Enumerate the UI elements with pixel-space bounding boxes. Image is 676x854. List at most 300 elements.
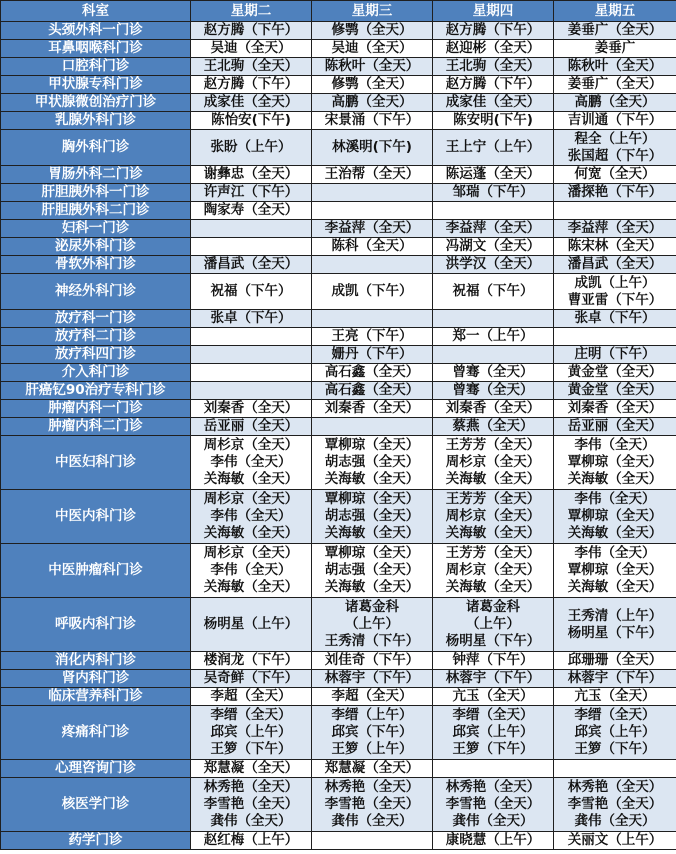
doctor-entry: 邱宾（上午） — [574, 724, 656, 740]
doctor-entry: 庄明（下午） — [574, 346, 656, 362]
doctor-entry: 李益萍（全天） — [324, 220, 420, 236]
doctor-entry: 关海敏（全天） — [203, 579, 299, 595]
doctor-entry: 岳亚丽（全天） — [567, 418, 663, 434]
schedule-cell-tuesday — [191, 652, 312, 670]
doctor-entry: 修鹗（全天） — [331, 22, 413, 38]
doctor-entry: 吴迪（全天） — [331, 40, 413, 56]
schedule-row — [1, 832, 676, 850]
doctor-entry: 潘昌武（全天） — [567, 256, 663, 272]
schedule-cell-wednesday — [312, 58, 433, 76]
department-name: 泌尿外科门诊 — [1, 238, 191, 256]
schedule-cell-friday — [554, 832, 676, 850]
doctor-entry: 李伟（全天） — [210, 454, 292, 470]
schedule-cell-friday — [554, 184, 676, 202]
schedule-cell-tuesday — [191, 328, 312, 346]
schedule-cell-thursday — [433, 688, 554, 706]
schedule-cell-thursday — [433, 652, 554, 670]
doctor-entry: 谢彝忠（全天） — [203, 166, 299, 182]
schedule-cell-tuesday — [191, 40, 312, 58]
department-name: 核医学门诊 — [1, 778, 191, 832]
schedule-cell-friday — [554, 778, 676, 832]
department-name: 疼痛科门诊 — [1, 706, 191, 760]
doctor-entry: 王箩（下午） — [210, 741, 292, 757]
schedule-cell-wednesday — [312, 688, 433, 706]
schedule-row — [1, 220, 676, 238]
doctor-entry: 关海敏（全天） — [445, 525, 541, 541]
doctor-entry: 关海敏（全天） — [324, 579, 420, 595]
department-name: 临床营养科门诊 — [1, 688, 191, 706]
doctor-entry: 高鹏（全天） — [331, 94, 413, 110]
schedule-cell-wednesday — [312, 184, 433, 202]
schedule-cell-friday — [554, 382, 676, 400]
department-name: 耳鼻咽喉科门诊 — [1, 40, 191, 58]
doctor-entry: 关海敏（全天） — [324, 471, 420, 487]
schedule-cell-thursday — [433, 436, 554, 490]
department-name: 肾内科门诊 — [1, 670, 191, 688]
doctor-entry: 王北驹（全天） — [445, 58, 541, 74]
doctor-entry: 许声江（下午） — [203, 184, 299, 200]
doctor-entry: 亢玉（全天） — [574, 688, 656, 704]
doctor-entry: 周杉京（全天） — [203, 491, 299, 507]
doctor-entry: 林蓉宇（下午） — [567, 670, 663, 686]
doctor-entry: 李伟（全天） — [574, 545, 656, 561]
schedule-cell-thursday — [433, 58, 554, 76]
doctor-entry: 成家佳（全天） — [445, 94, 541, 110]
department-name: 放疗科四门诊 — [1, 346, 191, 364]
schedule-cell-tuesday — [191, 832, 312, 850]
schedule-cell-tuesday — [191, 238, 312, 256]
schedule-row — [1, 490, 676, 544]
doctor-entry: 岳亚丽（全天） — [203, 418, 299, 434]
schedule-cell-tuesday — [191, 202, 312, 220]
schedule-cell-tuesday — [191, 382, 312, 400]
doctor-entry: 王芳芳（全天） — [445, 491, 541, 507]
schedule-cell-friday — [554, 238, 676, 256]
doctor-entry: 王芳芳（全天） — [445, 545, 541, 561]
schedule-row — [1, 40, 676, 58]
schedule-row — [1, 706, 676, 760]
schedule-cell-wednesday — [312, 22, 433, 40]
schedule-cell-friday — [554, 400, 676, 418]
schedule-cell-thursday — [433, 22, 554, 40]
schedule-cell-tuesday — [191, 346, 312, 364]
schedule-cell-wednesday — [312, 76, 433, 94]
doctor-entry: 李缙（全天） — [574, 707, 656, 723]
schedule-row — [1, 202, 676, 220]
schedule-row — [1, 166, 676, 184]
doctor-entry: 林秀艳（全天） — [324, 779, 420, 795]
schedule-cell-friday — [554, 418, 676, 436]
doctor-entry: 关海敏（全天） — [567, 525, 663, 541]
schedule-cell-tuesday — [191, 76, 312, 94]
doctor-entry: 潘昌武（全天） — [203, 256, 299, 272]
doctor-entry: 林蓉宇（下午） — [445, 670, 541, 686]
doctor-entry: 王上宁（上午） — [445, 139, 541, 155]
schedule-cell-tuesday — [191, 436, 312, 490]
header-wednesday: 星期三 — [312, 1, 433, 22]
schedule-cell-friday — [554, 544, 676, 598]
schedule-cell-wednesday — [312, 274, 433, 310]
doctor-entry: 姜垂广（全天） — [567, 22, 663, 38]
doctor-entry: 张卓（下午） — [574, 310, 656, 326]
department-name: 放疗科一门诊 — [1, 310, 191, 328]
schedule-cell-tuesday — [191, 220, 312, 238]
doctor-entry: 康晓慧（上午） — [445, 832, 541, 848]
schedule-cell-thursday — [433, 778, 554, 832]
schedule-cell-wednesday — [312, 40, 433, 58]
doctor-entry: 赵迎彬（全天） — [445, 40, 541, 56]
schedule-row — [1, 346, 676, 364]
doctor-entry: 诸葛金科 — [345, 599, 399, 615]
schedule-cell-wednesday — [312, 400, 433, 418]
doctor-entry: 冯湖文（全天） — [445, 238, 541, 254]
doctor-entry: （上午） — [466, 616, 520, 632]
schedule-cell-thursday — [433, 94, 554, 112]
schedule-cell-tuesday — [191, 58, 312, 76]
schedule-cell-tuesday — [191, 598, 312, 652]
doctor-entry: 周杉京（全天） — [203, 437, 299, 453]
department-name: 呼吸内科门诊 — [1, 598, 191, 652]
schedule-cell-tuesday — [191, 400, 312, 418]
doctor-entry: 成家佳（全天） — [203, 94, 299, 110]
doctor-entry: 陶家寿（全天） — [203, 202, 299, 218]
doctor-entry: 刘秦香（全天） — [567, 400, 663, 416]
doctor-entry: 陈科（全天） — [331, 238, 413, 254]
schedule-row — [1, 382, 676, 400]
department-name: 中医肿瘤科门诊 — [1, 544, 191, 598]
doctor-entry: 郑慧凝（全天） — [203, 760, 299, 776]
doctor-entry: 周杉京（全天） — [445, 508, 541, 524]
doctor-entry: 龚伟（全天） — [452, 813, 534, 829]
doctor-entry: 王亮（下午） — [331, 328, 413, 344]
schedule-cell-wednesday — [312, 382, 433, 400]
schedule-cell-friday — [554, 94, 676, 112]
schedule-cell-friday — [554, 688, 676, 706]
doctor-entry: 陈安明(下午) — [453, 112, 533, 128]
doctor-entry: 祝福（下午） — [210, 283, 292, 299]
doctor-entry: 李伟（全天） — [574, 491, 656, 507]
doctor-entry: 刘秦香（全天） — [445, 400, 541, 416]
schedule-cell-friday — [554, 112, 676, 130]
doctor-entry: 周杉京（全天） — [445, 562, 541, 578]
doctor-entry: 邱珊珊（全天） — [567, 652, 663, 668]
schedule-cell-thursday — [433, 40, 554, 58]
schedule-cell-tuesday — [191, 22, 312, 40]
doctor-entry: 王治帮（全天） — [324, 166, 420, 182]
doctor-entry: 李伟（全天） — [210, 562, 292, 578]
doctor-entry: 郑慧凝（全天） — [324, 760, 420, 776]
doctor-entry: 关海敏（全天） — [324, 525, 420, 541]
doctor-entry: 覃柳琼（全天） — [324, 491, 420, 507]
schedule-cell-friday — [554, 310, 676, 328]
doctor-entry: 潘探艳（下午） — [567, 184, 663, 200]
schedule-cell-thursday — [433, 166, 554, 184]
doctor-entry: 高鹏（全天） — [574, 94, 656, 110]
doctor-entry: 覃柳琼（全天） — [567, 508, 663, 524]
schedule-cell-thursday — [433, 364, 554, 382]
schedule-row — [1, 274, 676, 310]
schedule-cell-friday — [554, 346, 676, 364]
schedule-cell-wednesday — [312, 130, 433, 166]
doctor-entry: 姜垂广 — [594, 40, 636, 56]
schedule-cell-thursday — [433, 202, 554, 220]
schedule-cell-tuesday — [191, 706, 312, 760]
schedule-cell-thursday — [433, 346, 554, 364]
schedule-row — [1, 436, 676, 490]
schedule-cell-wednesday — [312, 94, 433, 112]
doctor-entry: 关海敏（全天） — [203, 525, 299, 541]
doctor-entry: 陈秋叶（全天） — [324, 58, 420, 74]
doctor-entry: 周杉京（全天） — [445, 454, 541, 470]
department-name: 胸外科门诊 — [1, 130, 191, 166]
schedule-cell-wednesday — [312, 310, 433, 328]
doctor-entry: 诸葛金科 — [466, 599, 520, 615]
doctor-entry: 李伟（全天） — [574, 437, 656, 453]
doctor-entry: 关海敏（全天） — [567, 579, 663, 595]
department-name: 甲状腺微创治疗门诊 — [1, 94, 191, 112]
doctor-entry: 曾骞（全天） — [452, 364, 534, 380]
schedule-row — [1, 238, 676, 256]
schedule-cell-tuesday — [191, 670, 312, 688]
department-name: 妇科一门诊 — [1, 220, 191, 238]
schedule-cell-thursday — [433, 112, 554, 130]
schedule-cell-wednesday — [312, 238, 433, 256]
schedule-cell-friday — [554, 490, 676, 544]
header-department: 科室 — [1, 1, 191, 22]
schedule-cell-tuesday — [191, 94, 312, 112]
schedule-cell-wednesday — [312, 166, 433, 184]
doctor-entry: 关海敏（全天） — [445, 471, 541, 487]
schedule-row — [1, 22, 676, 40]
doctor-entry: 陈秋叶（全天） — [567, 58, 663, 74]
doctor-entry: 王箩（上午） — [331, 741, 413, 757]
doctor-entry: 高石鑫（全天） — [324, 382, 420, 398]
doctor-entry: 张盼（上午） — [210, 139, 292, 155]
schedule-cell-thursday — [433, 256, 554, 274]
doctor-entry: 刘佳奇（下午） — [324, 652, 420, 668]
schedule-row — [1, 112, 676, 130]
schedule-cell-wednesday — [312, 778, 433, 832]
doctor-entry: 关海敏（全天） — [567, 471, 663, 487]
schedule-cell-thursday — [433, 310, 554, 328]
doctor-entry: 李伟（全天） — [210, 508, 292, 524]
schedule-cell-tuesday — [191, 310, 312, 328]
header-thursday: 星期四 — [433, 1, 554, 22]
schedule-cell-wednesday — [312, 436, 433, 490]
schedule-cell-tuesday — [191, 760, 312, 778]
schedule-cell-wednesday — [312, 346, 433, 364]
doctor-entry: 龚伟（全天） — [331, 813, 413, 829]
schedule-row — [1, 58, 676, 76]
doctor-entry: 李缙（全天） — [210, 707, 292, 723]
department-name: 放疗科二门诊 — [1, 328, 191, 346]
doctor-entry: 李缙（上午） — [331, 707, 413, 723]
schedule-cell-wednesday — [312, 112, 433, 130]
department-name: 胃肠外科二门诊 — [1, 166, 191, 184]
schedule-row — [1, 256, 676, 274]
doctor-entry: 赵方腾（下午） — [445, 22, 541, 38]
schedule-cell-friday — [554, 40, 676, 58]
doctor-entry: 覃柳琼（全天） — [567, 562, 663, 578]
schedule-cell-friday — [554, 364, 676, 382]
schedule-cell-thursday — [433, 400, 554, 418]
doctor-entry: 赵方腾（下午） — [203, 76, 299, 92]
doctor-entry: 李缙（全天） — [452, 707, 534, 723]
schedule-cell-friday — [554, 598, 676, 652]
schedule-row — [1, 598, 676, 652]
department-name: 甲状腺专科门诊 — [1, 76, 191, 94]
schedule-cell-friday — [554, 760, 676, 778]
doctor-entry: 何宽（全天） — [574, 166, 656, 182]
schedule-cell-thursday — [433, 706, 554, 760]
header-friday: 星期五 — [554, 1, 676, 22]
schedule-row — [1, 184, 676, 202]
doctor-entry: 杨明星（下午） — [445, 633, 541, 649]
doctor-entry: 林秀艳（全天） — [203, 779, 299, 795]
department-name: 心理咨询门诊 — [1, 760, 191, 778]
schedule-row — [1, 760, 676, 778]
schedule-cell-wednesday — [312, 202, 433, 220]
schedule-cell-friday — [554, 436, 676, 490]
schedule-body — [1, 22, 676, 850]
doctor-entry: 龚伟（全天） — [574, 813, 656, 829]
schedule-cell-friday — [554, 328, 676, 346]
department-name: 肝胆胰外科二门诊 — [1, 202, 191, 220]
schedule-cell-tuesday — [191, 364, 312, 382]
schedule-cell-wednesday — [312, 598, 433, 652]
doctor-entry: 胡志强（全天） — [324, 508, 420, 524]
schedule-cell-wednesday — [312, 328, 433, 346]
schedule-row — [1, 652, 676, 670]
schedule-row — [1, 670, 676, 688]
doctor-entry: 钟萍（下午） — [452, 652, 534, 668]
schedule-cell-thursday — [433, 598, 554, 652]
doctor-entry: 李益萍（全天） — [567, 220, 663, 236]
schedule-cell-tuesday — [191, 130, 312, 166]
department-name: 骨软外科门诊 — [1, 256, 191, 274]
schedule-cell-thursday — [433, 382, 554, 400]
schedule-cell-friday — [554, 274, 676, 310]
schedule-cell-tuesday — [191, 544, 312, 598]
doctor-entry: 邱宾（上午） — [452, 724, 534, 740]
doctor-entry: 张国超（下午） — [567, 147, 663, 164]
doctor-entry: 刘秦香（全天） — [203, 400, 299, 416]
department-name: 神经外科门诊 — [1, 274, 191, 310]
doctor-entry: 林秀艳（全天） — [445, 779, 541, 795]
schedule-cell-tuesday — [191, 274, 312, 310]
doctor-entry: 李超（全天） — [210, 688, 292, 704]
doctor-entry: 赵方腾（下午） — [445, 76, 541, 92]
doctor-entry: 赵红梅（上午） — [203, 832, 299, 848]
department-name: 肿瘤内科一门诊 — [1, 400, 191, 418]
doctor-entry: 宋景涌（下午） — [324, 112, 420, 128]
schedule-cell-tuesday — [191, 778, 312, 832]
doctor-entry: 林蓉宇（下午） — [324, 670, 420, 686]
schedule-cell-friday — [554, 76, 676, 94]
schedule-cell-thursday — [433, 670, 554, 688]
doctor-entry: 黄金堂（全天） — [567, 364, 663, 380]
department-name: 介入科门诊 — [1, 364, 191, 382]
doctor-entry: 吴迪（全天） — [210, 40, 292, 56]
schedule-row — [1, 400, 676, 418]
schedule-cell-thursday — [433, 328, 554, 346]
schedule-cell-tuesday — [191, 112, 312, 130]
schedule-cell-friday — [554, 652, 676, 670]
schedule-cell-wednesday — [312, 490, 433, 544]
schedule-cell-thursday — [433, 220, 554, 238]
schedule-cell-friday — [554, 706, 676, 760]
doctor-entry: 李雪艳（全天） — [567, 796, 663, 812]
schedule-cell-thursday — [433, 130, 554, 166]
schedule-cell-tuesday — [191, 418, 312, 436]
doctor-entry: 张卓（下午） — [210, 310, 292, 326]
schedule-cell-wednesday — [312, 670, 433, 688]
doctor-entry: 龚伟（全天） — [210, 813, 292, 829]
department-name: 中医内科门诊 — [1, 490, 191, 544]
header-tuesday: 星期二 — [191, 1, 312, 22]
doctor-entry: 高石鑫（全天） — [324, 364, 420, 380]
doctor-entry: 成凯（下午） — [331, 283, 413, 299]
schedule-row — [1, 364, 676, 382]
doctor-entry: 关海敏（全天） — [445, 579, 541, 595]
schedule-cell-wednesday — [312, 652, 433, 670]
doctor-entry: 曾骞（全天） — [452, 382, 534, 398]
schedule-cell-thursday — [433, 238, 554, 256]
schedule-cell-friday — [554, 256, 676, 274]
doctor-entry: 姜垂广（全天） — [567, 76, 663, 92]
schedule-cell-thursday — [433, 760, 554, 778]
doctor-entry: 赵方腾（下午） — [203, 22, 299, 38]
schedule-cell-wednesday — [312, 544, 433, 598]
doctor-entry: 陈怡安(下午) — [211, 112, 291, 128]
schedule-row — [1, 778, 676, 832]
schedule-cell-friday — [554, 130, 676, 166]
schedule-cell-wednesday — [312, 418, 433, 436]
doctor-entry: 周杉京（全天） — [203, 545, 299, 561]
schedule-row — [1, 328, 676, 346]
schedule-cell-wednesday — [312, 832, 433, 850]
department-name: 消化内科门诊 — [1, 652, 191, 670]
schedule-header — [1, 1, 676, 22]
doctor-entry: 成凯（上午） — [574, 274, 656, 291]
doctor-entry: 姗丹（下午） — [331, 346, 413, 362]
doctor-entry: 李超（全天） — [331, 688, 413, 704]
schedule-cell-thursday — [433, 274, 554, 310]
department-name: 肝胆胰外科一门诊 — [1, 184, 191, 202]
schedule-row — [1, 94, 676, 112]
department-name: 乳腺外科门诊 — [1, 112, 191, 130]
doctor-entry: 郑一（上午） — [452, 328, 534, 344]
schedule-cell-friday — [554, 670, 676, 688]
schedule-cell-wednesday — [312, 256, 433, 274]
doctor-entry: 吴奇鲜（下午） — [203, 670, 299, 686]
schedule-cell-tuesday — [191, 490, 312, 544]
schedule-row — [1, 76, 676, 94]
schedule-cell-thursday — [433, 490, 554, 544]
schedule-row — [1, 130, 676, 166]
doctor-entry: 亢玉（全天） — [452, 688, 534, 704]
doctor-entry: 关丽文（上午） — [567, 832, 663, 848]
schedule-cell-friday — [554, 220, 676, 238]
schedule-cell-thursday — [433, 544, 554, 598]
schedule-cell-tuesday — [191, 184, 312, 202]
doctor-entry: 李益萍（全天） — [445, 220, 541, 236]
schedule-cell-tuesday — [191, 688, 312, 706]
doctor-entry: 李雪艳（全天） — [324, 796, 420, 812]
schedule-row — [1, 544, 676, 598]
department-name: 头颈外科一门诊 — [1, 22, 191, 40]
doctor-entry: 王芳芳（全天） — [445, 437, 541, 453]
